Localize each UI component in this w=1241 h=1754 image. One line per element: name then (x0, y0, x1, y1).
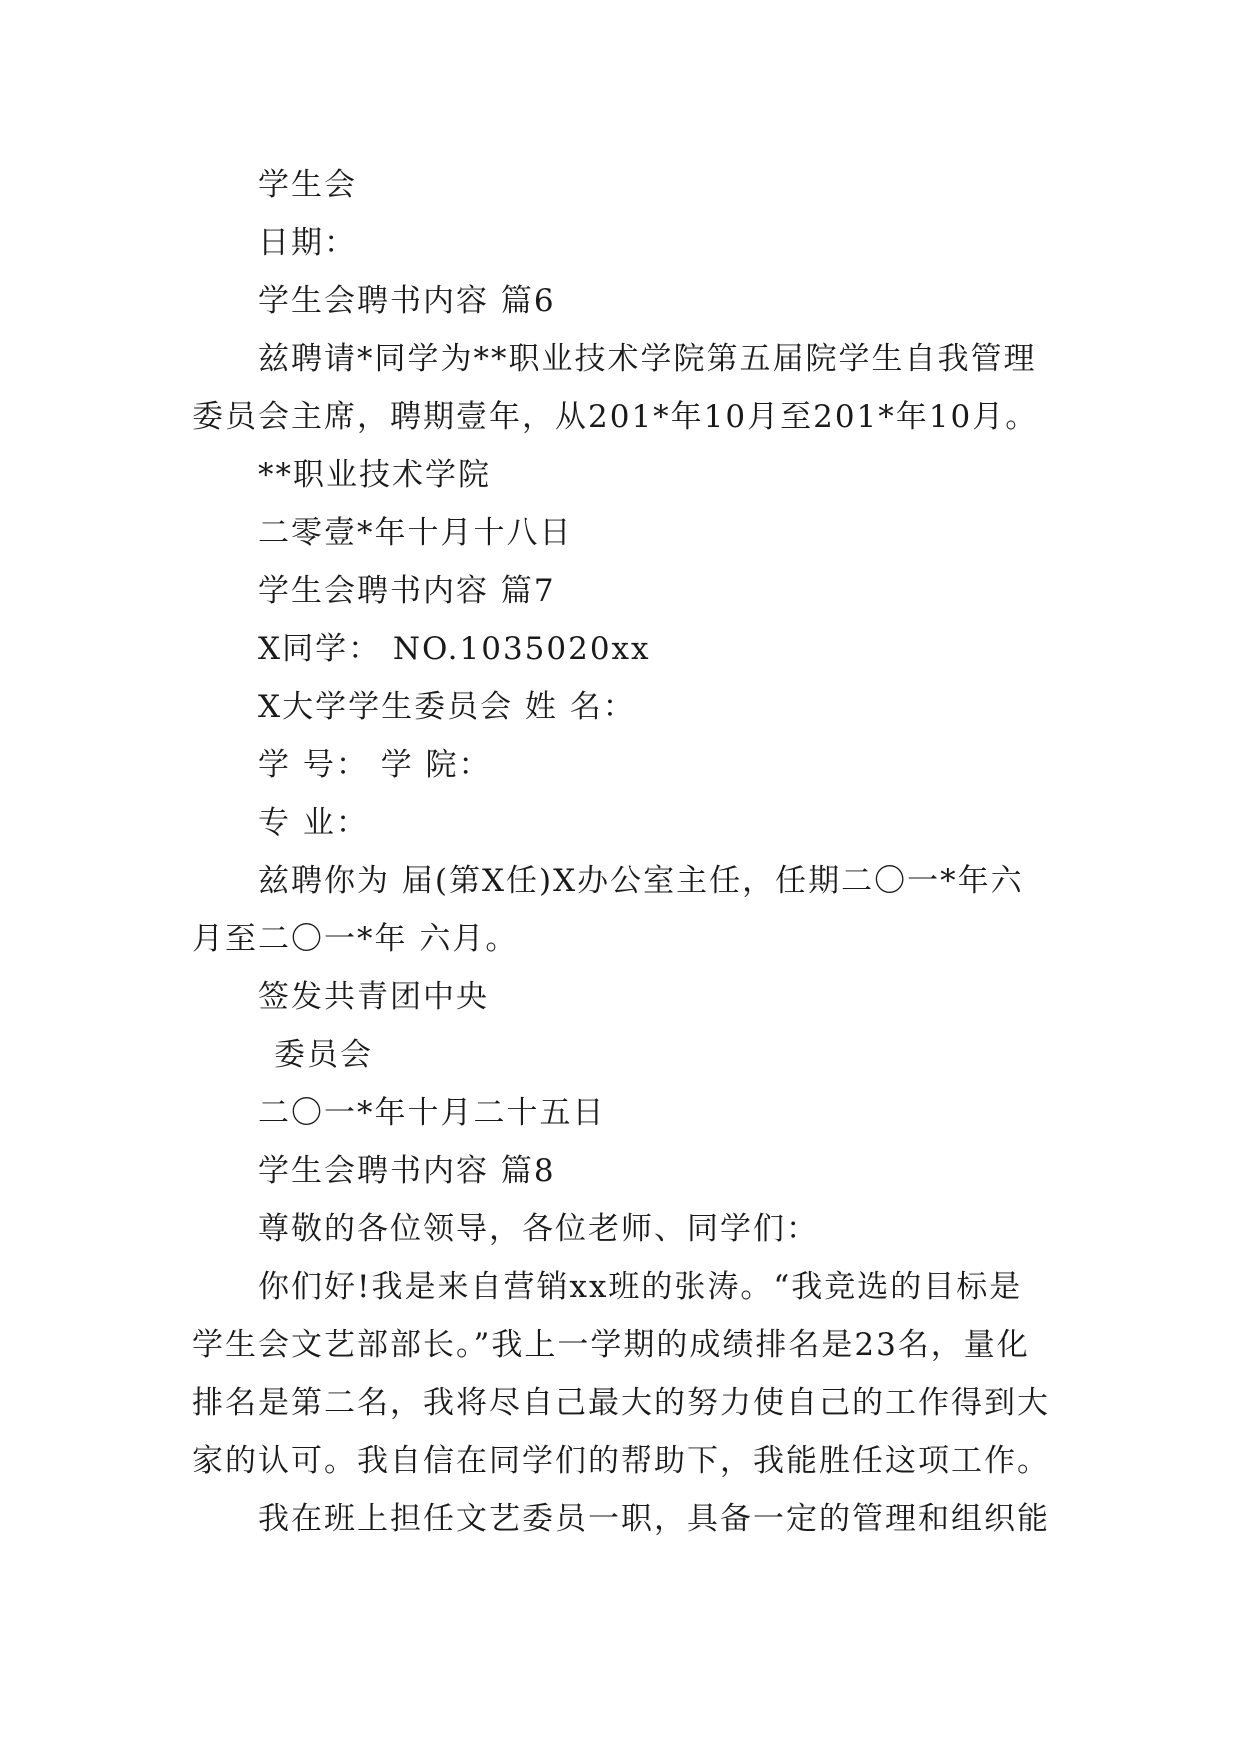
text-line: 兹聘你为 届(第X任)X办公室主任，任期二〇一*年六 (258, 863, 1024, 899)
text-line: **职业技术学院 (258, 457, 491, 493)
text-line: 二〇一*年十月二十五日 (258, 1095, 606, 1131)
text-line: X同学： NO.1035020xx (258, 631, 651, 667)
section-heading: 学生会聘书内容 篇7 (258, 573, 556, 609)
text-line: 我在班上担任文艺委员一职，具备一定的管理和组织能 (258, 1501, 1050, 1537)
text-line: 委员会 (274, 1037, 373, 1073)
section-heading: 学生会聘书内容 篇8 (258, 1153, 556, 1189)
section-heading: 学生会聘书内容 篇6 (258, 283, 556, 319)
text-line: 学生会 (258, 167, 357, 203)
text-line: 月至二〇一*年 六月。 (192, 921, 519, 957)
document-body (192, 156, 1062, 1548)
text-line: 日期： (258, 225, 357, 261)
text-line: 学 号： 学 院： (258, 747, 492, 783)
text-line: 签发共青团中央 (258, 979, 489, 1015)
text-line: 学生会文艺部部长。”我上一学期的成绩排名是23名，量化 (192, 1327, 1030, 1363)
text-line: 专 业： (258, 805, 369, 841)
text-line: 委员会主席，聘期壹年，从201*年10月至201*年10月。 (192, 399, 1039, 435)
text-line: 排名是第二名，我将尽自己最大的努力使自己的工作得到大 (192, 1385, 1050, 1421)
text-line: 尊敬的各位领导，各位老师、同学们： (258, 1211, 819, 1247)
text-line: 你们好!我是来自营销xx班的张涛。“我竞选的目标是 (258, 1269, 1023, 1305)
text-line: 兹聘请*同学为**职业技术学院第五届院学生自我管理 (258, 341, 1037, 377)
text-line: 家的认可。我自信在同学们的帮助下，我能胜任这项工作。 (192, 1443, 1050, 1479)
text-line: 二零壹*年十月十八日 (258, 515, 573, 551)
text-line: X大学学生委员会 姓 名： (258, 689, 636, 725)
